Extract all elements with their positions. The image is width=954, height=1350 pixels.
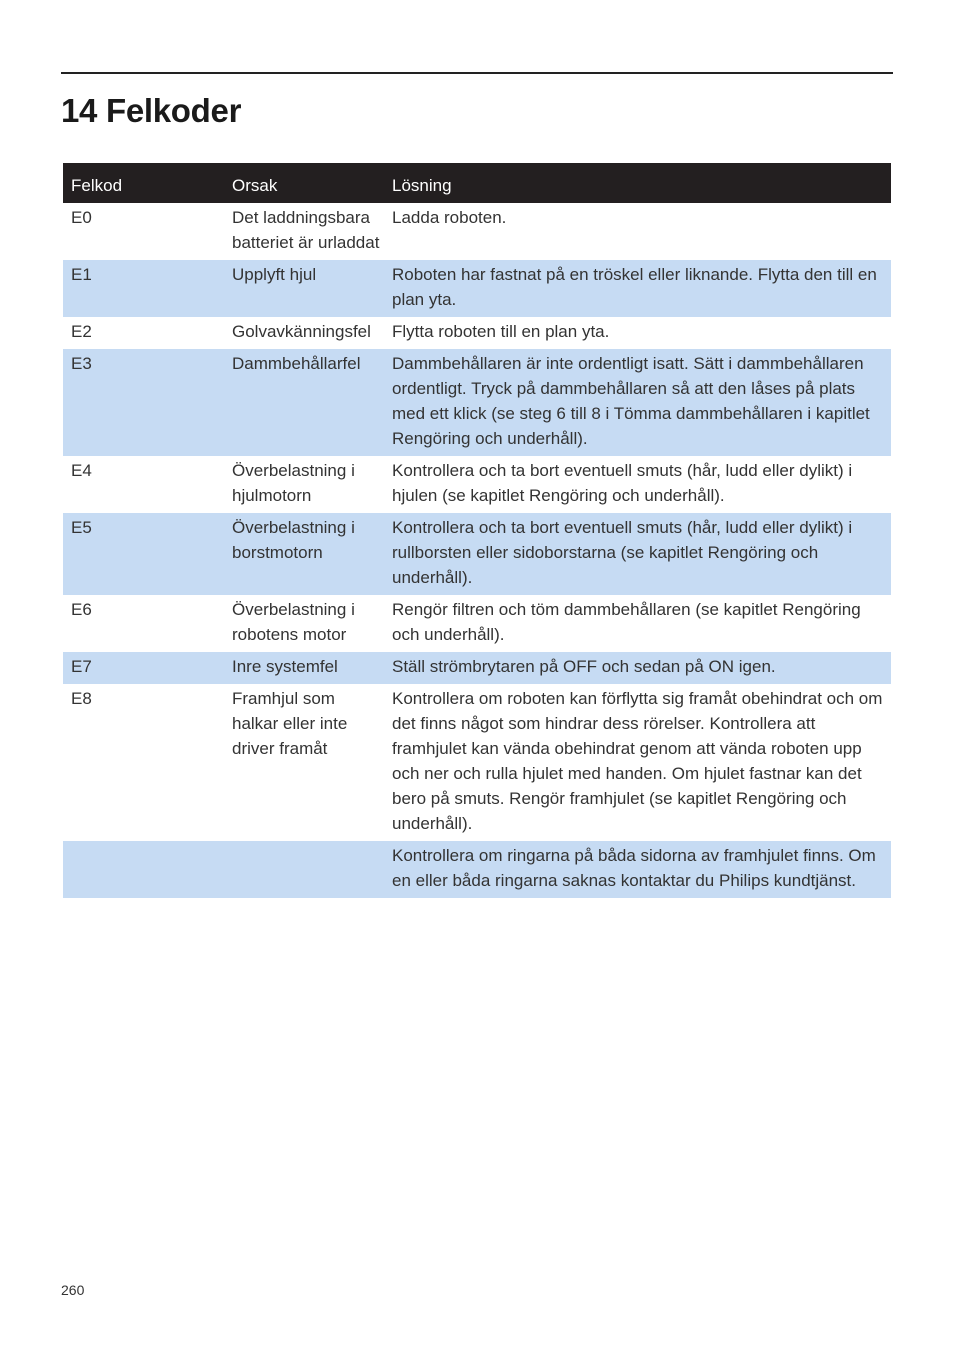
table-row [63,203,891,260]
error-cause: Upplyft hjul [224,260,384,317]
error-solution: Roboten har fastnat på en tröskel eller liknande. Flytta den till en plan yta. [384,260,891,317]
page-number: 260 [61,1282,85,1298]
table-row [63,595,891,652]
error-cause: Inre systemfel [224,652,384,684]
error-solution: Flytta roboten till en plan yta. [392,322,610,341]
error-cause: Dammbehållarfel [224,349,384,456]
error-code [63,841,224,898]
error-cause: Det laddningsbara batteriet är urladdat [232,208,380,252]
error-code: E4 [71,461,92,480]
error-code: E2 [71,322,92,341]
error-solution: Kontrollera om ringarna på båda sidorna av framhjulet finns. Om en eller båda ringarna saknas kontaktar du Philips kundtjänst. [384,841,891,898]
header-cause: Orsak [224,163,384,203]
table-row [63,349,891,456]
error-code: E5 [63,513,224,595]
table-row [63,317,891,349]
table-header-row [63,163,891,203]
page-title: 14 Felkoder [61,92,242,129]
error-solution: Kontrollera och ta bort eventuell smuts (hår, ludd eller dylikt) i rullborsten eller sidoborstarna (se kapitlet Rengöring och underhåll). [384,513,891,595]
error-solution: Ladda roboten. [392,208,507,227]
error-solution: Kontrollera om roboten kan förflytta sig framåt obehindrat och om det finns något som hindrar dess rörelser. Kontrollera att framhjulet kan vända obehindrat genom att vända roboten upp och ner och rulla hjulet med handen. Om hjulet fastnar kan det bero på smuts. Rengör framhjulet (se kapitlet Rengöring och underhåll). [392,689,883,833]
header-solution: Lösning [384,163,891,203]
table-row [63,684,891,841]
title-rule [61,72,893,74]
table-row [63,652,891,684]
error-solution: Ställ strömbrytaren på OFF och sedan på ON igen. [384,652,891,684]
table-row [63,260,891,317]
error-code: E6 [71,600,92,619]
error-cause: Golvavkänningsfel [232,322,371,341]
error-code: E7 [63,652,224,684]
error-solution: Rengör filtren och töm dammbehållaren (se kapitlet Rengöring och underhåll). [392,600,861,644]
error-solution: Kontrollera och ta bort eventuell smuts (hår, ludd eller dylikt) i hjulen (se kapitlet Rengöring och underhåll). [392,461,853,505]
error-cause: Framhjul som halkar eller inte driver framåt [232,689,348,758]
error-code: E0 [71,208,92,227]
table-row [63,513,891,595]
error-code: E1 [63,260,224,317]
header-code: Felkod [63,163,224,203]
error-cause: Överbelastning i hjulmotorn [232,461,355,505]
table-row [63,456,891,513]
error-solution: Dammbehållaren är inte ordentligt isatt. Sätt i dammbehållaren ordentligt. Tryck på dammbehållaren så att den låses på plats med ett klick (se steg 6 till 8 i Tömma dammbehållaren i kapitlet Rengöring och underhåll). [384,349,891,456]
error-cause: Överbelastning i robotens motor [232,600,355,644]
error-code: E3 [63,349,224,456]
error-code-table [63,163,891,898]
table-row [63,841,891,898]
error-code: E8 [71,689,92,708]
error-cause [224,841,384,898]
error-cause: Överbelastning i borstmotorn [224,513,384,595]
